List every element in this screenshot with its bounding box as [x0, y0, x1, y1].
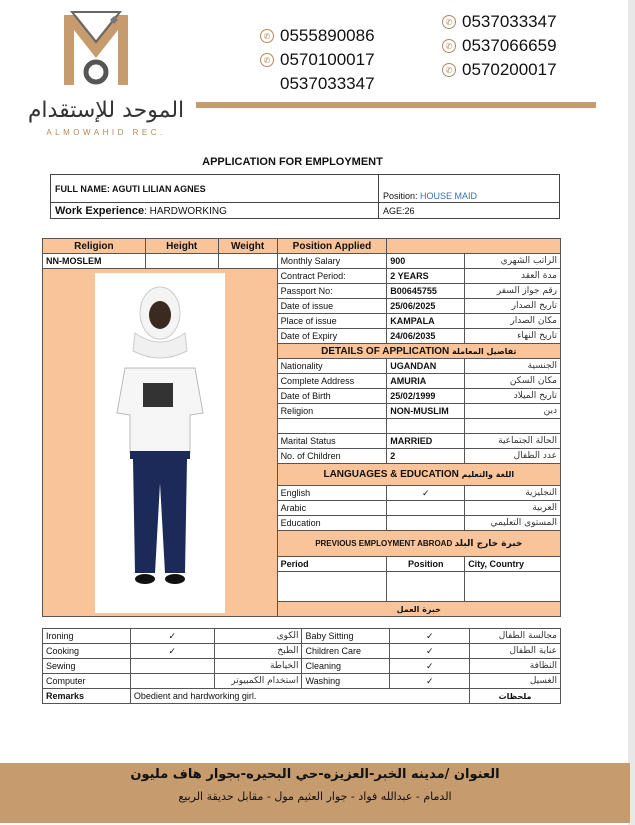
skill-row: Sewing الخياطة Cleaning ✓ النظافة — [43, 659, 561, 674]
detail-label: Monthly Salary — [277, 254, 387, 269]
personal-label-ar: عدد الطفال — [465, 449, 561, 464]
applicant-photo — [95, 273, 225, 613]
checkmark-icon: ✓ — [130, 629, 214, 644]
personal-label-ar: تاريخ الميلاد — [465, 389, 561, 404]
phone-right-1[interactable]: ✆ 0537033347 — [442, 10, 557, 34]
checkmark-icon: ✓ — [390, 644, 470, 659]
prev-col-position: Position — [387, 557, 465, 572]
phone-icon: ✆ — [260, 29, 274, 43]
footer-address-line2: الدمام - عبدالله فواد - جوار العثيم مول - مقابل حديقة الربيع — [178, 790, 452, 803]
personal-label-ar: مكان السكن — [465, 374, 561, 389]
detail-label: Contract Period: — [277, 269, 387, 284]
religion-value: NN-MOSLEM — [43, 254, 146, 269]
personal-value: NON-MUSLIM — [387, 404, 465, 419]
skills-table — [42, 628, 561, 704]
personal-label: Marital Status — [277, 434, 387, 449]
work-experience: Work Experience: HARDWORKING — [51, 203, 379, 219]
language-label-ar: العربية — [465, 501, 561, 516]
detail-label: Passport No: — [277, 284, 387, 299]
detail-value: 24/06/2035 — [387, 329, 465, 344]
header-religion: Religion — [43, 239, 146, 254]
logo-mark — [14, 10, 199, 100]
personal-label: Complete Address — [277, 374, 387, 389]
language-label: Education — [277, 516, 387, 531]
phone-left-1[interactable]: ✆ 0555890086 — [260, 24, 375, 48]
footer-address-line1: العنوان /مدينه الخبر-العزيزه-حي البحيره-بجوار هاف مليون — [130, 767, 500, 782]
languages-header: LANGUAGES & EDUCATION اللغة والتعليم — [277, 464, 560, 486]
logo — [14, 10, 199, 145]
remarks-label: Remarks — [43, 689, 131, 704]
skills-header: خبرة العمل — [277, 602, 560, 617]
prev-col-city: City, Country — [465, 557, 561, 572]
personal-value: 2 — [387, 449, 465, 464]
checkmark-icon: ✓ — [387, 486, 465, 501]
phone-right-3[interactable]: ✆ 0570200017 — [442, 58, 557, 82]
personal-value: 25/02/1999 — [387, 389, 465, 404]
phone-icon: ✆ — [442, 15, 456, 29]
language-label-ar: المستوى التعليمي — [465, 516, 561, 531]
phones-left — [260, 24, 375, 96]
language-label: English — [277, 486, 387, 501]
brand-english-name: ALMOWAHID REC. — [46, 128, 166, 137]
header-position-applied: Position Applied — [277, 239, 387, 254]
phone-icon: ✆ — [260, 53, 274, 67]
details-grid — [42, 238, 561, 617]
personal-value: AMURIA — [387, 374, 465, 389]
checkmark-icon: ✓ — [390, 659, 470, 674]
prev-period-value — [277, 572, 387, 602]
personal-value: MARRIED — [387, 434, 465, 449]
detail-label: Date of Expiry — [277, 329, 387, 344]
personal-label: Nationality — [277, 359, 387, 374]
person-figure — [95, 273, 225, 613]
detail-label-ar: تاريخ الصدار — [465, 299, 561, 314]
skill-row: Cooking ✓ الطبخ Children Care ✓ عناية الطفال — [43, 644, 561, 659]
detail-label-ar: مدة العقد — [465, 269, 561, 284]
detail-label-ar: تاريخ النهاء — [465, 329, 561, 344]
position-cell: Position: HOUSE MAID — [379, 175, 560, 203]
details-header: DETAILS OF APPLICATION تفاصيل المعاملة — [277, 344, 560, 359]
personal-label-ar: الحالة الجتماعية — [465, 434, 561, 449]
language-label: Arabic — [277, 501, 387, 516]
skill-row: Ironing ✓ الكوى Baby Sitting ✓ مجالسة الطفال — [43, 629, 561, 644]
personal-label: Date of Birth — [277, 389, 387, 404]
header-height: Height — [145, 239, 218, 254]
applicant-info — [50, 174, 560, 219]
personal-label-ar: الجنسية — [465, 359, 561, 374]
header-rule — [196, 102, 596, 108]
age: AGE:26 — [379, 203, 560, 219]
phone-icon: ✆ — [442, 39, 456, 53]
checkmark-icon: ✓ — [390, 629, 470, 644]
detail-label-ar: رقم جواز السفر — [465, 284, 561, 299]
page-edge — [628, 0, 635, 825]
form-title: APPLICATION FOR EMPLOYMENT — [202, 156, 383, 168]
detail-label: Place of issue — [277, 314, 387, 329]
phone-icon: ✆ — [442, 63, 456, 77]
remarks-row — [43, 689, 561, 704]
skill-row: Computer استخدام الكمبيوتر Washing ✓ الغسيل — [43, 674, 561, 689]
language-label-ar: النجليزية — [465, 486, 561, 501]
header-weight: Weight — [218, 239, 277, 254]
detail-value: 25/06/2025 — [387, 299, 465, 314]
detail-label-ar: الراتب الشهري — [465, 254, 561, 269]
detail-value: 900 — [387, 254, 465, 269]
phone-right-2[interactable]: ✆ 0537066659 — [442, 34, 557, 58]
phone-left-3[interactable]: 0537033347 — [280, 74, 375, 93]
personal-label-ar: دين — [465, 404, 561, 419]
phone-left-2[interactable]: ✆ 0570100017 — [260, 48, 375, 72]
personal-value: UGANDAN — [387, 359, 465, 374]
photo-area — [43, 269, 278, 617]
remarks-label-ar: ملحظات — [470, 689, 561, 704]
detail-value: KAMPALA — [387, 314, 465, 329]
prev-col-period: Period — [277, 557, 387, 572]
checkmark-icon: ✓ — [130, 644, 214, 659]
checkmark-icon: ✓ — [390, 674, 470, 689]
detail-label-ar: مكان الصدار — [465, 314, 561, 329]
full-name: FULL NAME: AGUTI LILIAN AGNES — [51, 175, 379, 203]
previous-employment-header: PREVIOUS EMPLOYMENT ABROAD خبرة خارج البلد — [277, 531, 560, 557]
brand-arabic-name: الموحد للإستقدام — [27, 98, 185, 123]
detail-value: 2 YEARS — [387, 269, 465, 284]
phones-right — [442, 10, 557, 82]
remarks-value: Obedient and hardworking girl. — [130, 689, 469, 704]
personal-label: No. of Children — [277, 449, 387, 464]
position-value: HOUSE MAID — [420, 191, 478, 201]
detail-label: Date of issue — [277, 299, 387, 314]
detail-value: B00645755 — [387, 284, 465, 299]
personal-label: Religion — [277, 404, 387, 419]
